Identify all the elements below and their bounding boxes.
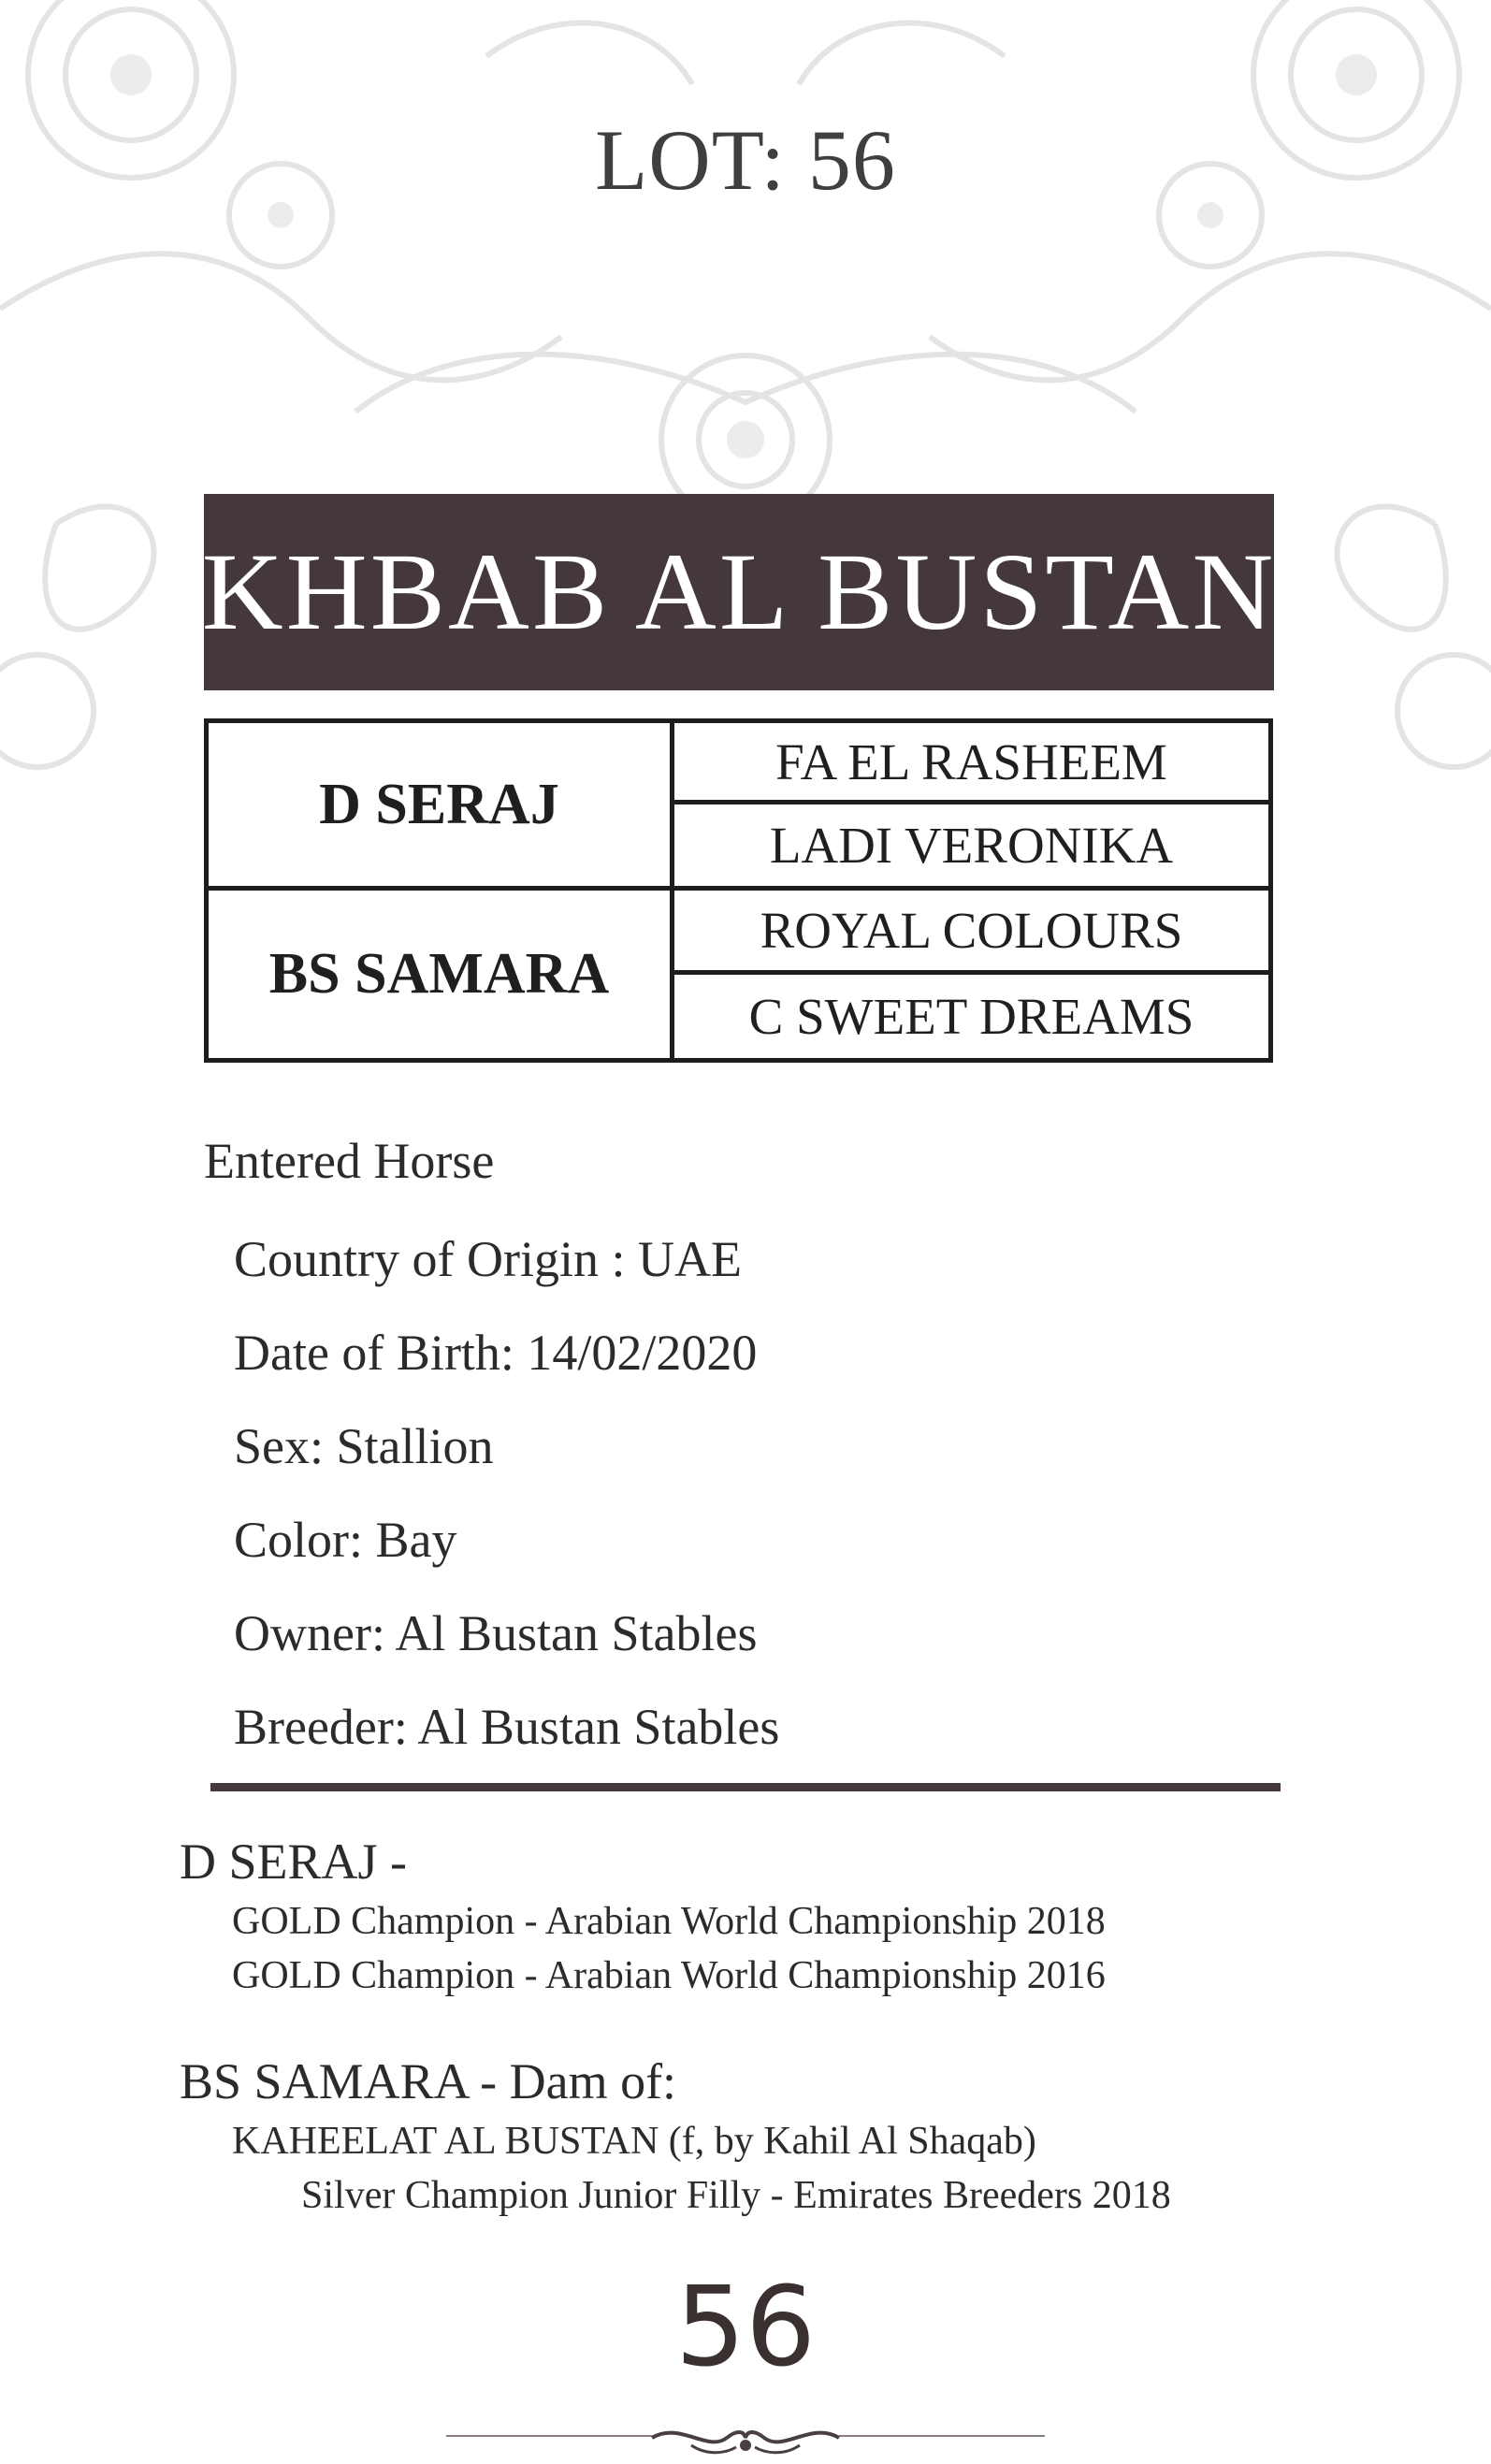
dam-offspring: KAHEELAT AL BUSTAN (f, by Kahil Al Shaqab): [232, 2120, 1036, 2163]
pedigree-dam-sire: ROYAL COLOURS: [674, 891, 1268, 975]
pedigree-dam-dam: C SWEET DREAMS: [748, 987, 1194, 1045]
dam-record: [180, 2049, 1171, 2223]
pedigree-table: [204, 718, 1273, 1063]
lot-title: LOT: 56: [595, 112, 896, 208]
sire-achievement: GOLD Champion - Arabian World Championship 2016: [232, 1954, 1106, 1997]
country-of-origin: Country of Origin : UAE: [234, 1231, 742, 1287]
pedigree-dam-parents: [674, 891, 1268, 1058]
sire-record-title: D SERAJ -: [180, 1834, 408, 1890]
horse-name: KHBAB AL BUSTAN: [201, 530, 1277, 653]
sire-achievement: GOLD Champion - Arabian World Championship 2018: [232, 1900, 1106, 1943]
sire-record: [180, 1829, 1106, 2003]
date-of-birth: Date of Birth: 14/02/2020: [234, 1325, 758, 1381]
breeder: Breeder: Al Bustan Stables: [234, 1699, 780, 1755]
pedigree-dam: BS SAMARA: [209, 891, 674, 1058]
horse-name-banner: [201, 494, 1277, 690]
pedigree-sire-sire: FA EL RASHEEM: [674, 723, 1268, 804]
sex: Sex: Stallion: [234, 1418, 494, 1474]
dam-offspring-award: Silver Champion Junior Filly - Emirates Breeders 2018: [301, 2174, 1171, 2217]
pedigree-sire-parents: [674, 723, 1268, 891]
owner: Owner: Al Bustan Stables: [234, 1605, 758, 1661]
horse-details: [234, 1225, 779, 1787]
page-number: 56: [674, 2262, 817, 2391]
color: Color: Bay: [234, 1512, 457, 1568]
entered-horse-heading: Entered Horse: [204, 1133, 495, 1189]
pedigree-sire: D SERAJ: [209, 723, 674, 891]
pedigree-sire-dam: LADI VERONIKA: [769, 817, 1174, 874]
section-divider: [210, 1783, 1281, 1791]
dam-record-title: BS SAMARA - Dam of:: [180, 2053, 677, 2109]
footer-flourish-icon: [446, 2425, 1045, 2458]
